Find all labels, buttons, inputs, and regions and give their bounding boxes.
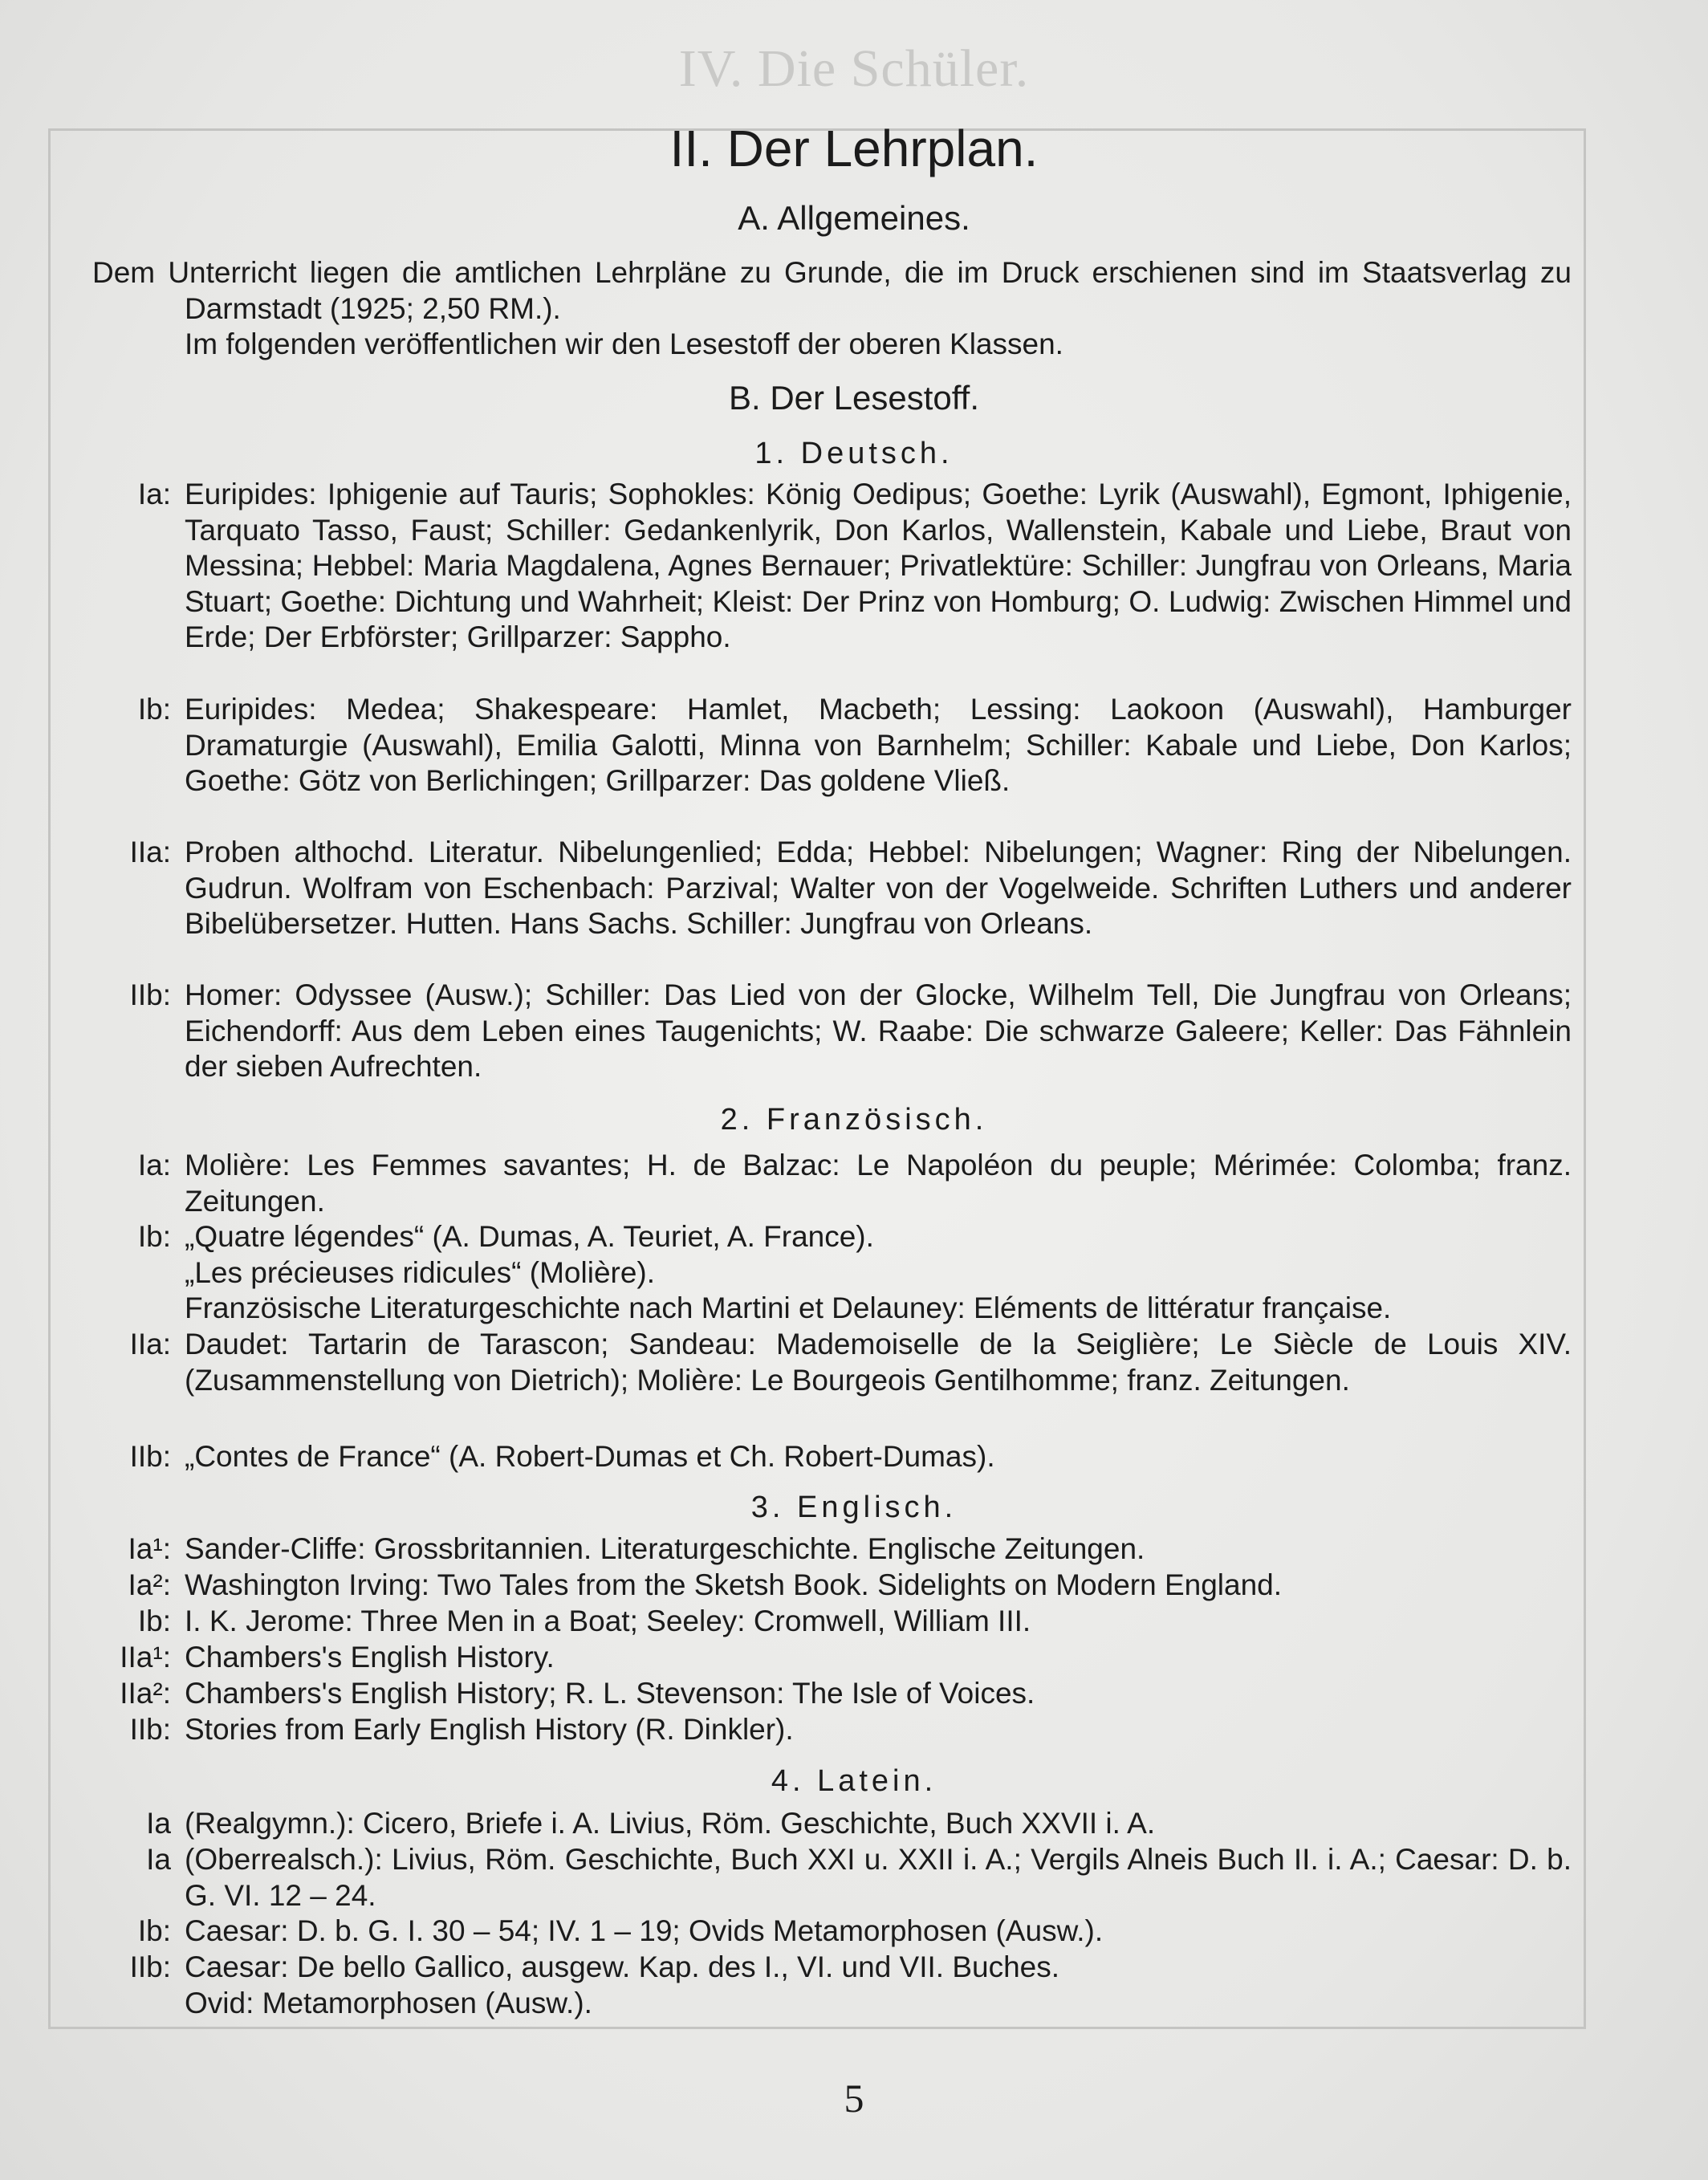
reading-list: Caesar: D. b. G. I. 30 – 54; IV. 1 – 19; Ovids Metamorphosen (Ausw.). xyxy=(185,1914,1104,1947)
class-label: IIa¹: xyxy=(120,1641,171,1674)
reading-list: Homer: Odyssee (Ausw.); Schiller: Das Lied von der Glocke, Wilhelm Tell, Die Jungfrau von Orleans; Eichendorff: Aus dem Leben eines Taugenichts; W. Raabe: Die schwarze Galeere; Keller: Das Fähnlein der sieben Aufrechten. xyxy=(185,978,1572,1083)
page-number: 5 xyxy=(844,2076,864,2121)
class-label: IIa: xyxy=(129,1328,171,1360)
reading-list: Euripides: Medea; Shakespeare: Hamlet, Macbeth; Lessing: Laokoon (Auswahl), Hamburger Dramaturgie (Auswahl), Emilia Galotti, Minna von Barnhelm; Schiller: Kabale und Liebe, Don Karlos; Goethe: Götz von Berlichingen; Grillparzer: Das goldene Vließ. xyxy=(185,693,1572,797)
class-label: IIb: xyxy=(129,1440,171,1473)
section-a-paragraph-2: Im folgenden veröffentlichen wir den Lesestoff der oberen Klassen. xyxy=(185,327,1063,360)
class-label: Ia: xyxy=(137,1149,171,1182)
class-label: Ib: xyxy=(137,1914,171,1947)
class-label: IIa²: xyxy=(120,1677,171,1710)
reading-list: Proben althochd. Literatur. Nibelungenlied; Edda; Hebbel: Nibelungen; Wagner: Ring der Nibelungen. Gudrun. Wolfram von Eschenbach: Parzival; Walter von der Vogelweide. Schriften Luthers und anderer Bibelübersetzer. Hutten. Hans Sachs. Schiller: Jungfrau von Orleans. xyxy=(185,836,1572,940)
reading-list-line-3: Französische Literaturgeschichte nach Martini et Delauney: Eléments de littératur française. xyxy=(185,1291,1392,1324)
reading-list: Sander-Cliffe: Grossbritannien. Literaturgeschichte. Englische Zeitungen. xyxy=(185,1532,1145,1565)
section-a-heading: A. Allgemeines. xyxy=(738,199,970,237)
class-label: Ia xyxy=(146,1807,171,1840)
class-label: Ia²: xyxy=(128,1568,171,1601)
reading-list: Daudet: Tartarin de Tarascon; Sandeau: Mademoiselle de la Seiglière; Le Siècle de Louis XIV. (Zusammenstellung von Dietrich); Molière: Le Bourgeois Gentilhomme; franz. Zeitungen. xyxy=(185,1328,1572,1397)
reading-list: I. K. Jerome: Three Men in a Boat; Seeley: Cromwell, William III. xyxy=(185,1604,1031,1637)
reading-list: Molière: Les Femmes savantes; H. de Balzac: Le Napoléon du peuple; Mérimée: Colomba; franz. Zeitungen. xyxy=(185,1149,1572,1218)
section-a-paragraph-1-text: Dem Unterricht liegen die amtlichen Lehrpläne zu Grunde, die im Druck erschienen sind im Staatsverlag zu Darmstadt (1925; 2,50 RM.). xyxy=(92,256,1572,325)
reading-list: Stories from Early English History (R. Dinkler). xyxy=(185,1713,794,1746)
deutsch-heading: 1. Deutsch. xyxy=(754,437,954,470)
class-label: Ib: xyxy=(137,693,171,726)
reading-list: (Realgymn.): Cicero, Briefe i. A. Livius, Röm. Geschichte, Buch XXVII i. A. xyxy=(185,1807,1156,1840)
class-label: Ia: xyxy=(137,478,171,510)
page-title: II. Der Lehrplan. xyxy=(669,120,1039,177)
class-label: Ib: xyxy=(137,1220,171,1253)
reading-list: Washington Irving: Two Tales from the Sketsh Book. Sidelights on Modern England. xyxy=(185,1568,1283,1601)
reading-list: Caesar: De bello Gallico, ausgew. Kap. des I., VI. und VII. Buches. xyxy=(185,1950,1060,1983)
class-label: IIb: xyxy=(129,1713,171,1746)
franzoesisch-heading: 2. Französisch. xyxy=(720,1103,988,1137)
show-through-heading: IV. Die Schüler. xyxy=(678,39,1030,98)
class-label: Ia¹: xyxy=(128,1532,171,1565)
latein-heading: 4. Latein. xyxy=(771,1764,937,1798)
class-label: Ia xyxy=(146,1843,171,1876)
reading-list: Chambers's English History; R. L. Stevenson: The Isle of Voices. xyxy=(185,1677,1035,1710)
class-label: IIb: xyxy=(129,978,171,1011)
reading-list: Chambers's English History. xyxy=(185,1641,555,1674)
section-a-paragraph-1 xyxy=(92,255,1572,327)
englisch-heading: 3. Englisch. xyxy=(750,1491,958,1524)
class-label: IIa: xyxy=(129,836,171,868)
class-label: IIb: xyxy=(129,1950,171,1983)
section-b-heading: B. Der Lesestoff. xyxy=(728,379,980,417)
reading-list: „Contes de France“ (A. Robert-Dumas et Ch. Robert-Dumas). xyxy=(185,1440,995,1473)
reading-list: „Quatre légendes“ (A. Dumas, A. Teuriet, A. France). xyxy=(185,1220,874,1253)
reading-list-line-2: „Les précieuses ridicules“ (Molière). xyxy=(185,1255,656,1289)
reading-list: (Oberrealsch.): Livius, Röm. Geschichte, Buch XXI u. XXII i. A.; Vergils Alneis Buch II. i. A.; Caesar: D. b. G. VI. 12 – 24. xyxy=(185,1843,1572,1912)
reading-list-line-2: Ovid: Metamorphosen (Ausw.). xyxy=(185,1986,592,2019)
class-label: Ib: xyxy=(137,1604,171,1637)
reading-list: Euripides: Iphigenie auf Tauris; Sophokles: König Oedipus; Goethe: Lyrik (Auswahl), Egmont, Iphigenie, Tarquato Tasso, Faust; Schiller: Gedankenlyrik, Don Karlos, Wallenstein, Kabale und Liebe, Braut von Messina; Hebbel: Maria Magdalena, Agnes Bernauer; Privatlektüre: Schiller: Jungfrau von Orleans, Maria Stuart; Goethe: Dichtung und Wahrheit; Kleist: Der Prinz von Homburg; O. Ludwig: Zwischen Himmel und Erde; Der Erbförster; Grillparzer: Sappho. xyxy=(185,478,1572,653)
